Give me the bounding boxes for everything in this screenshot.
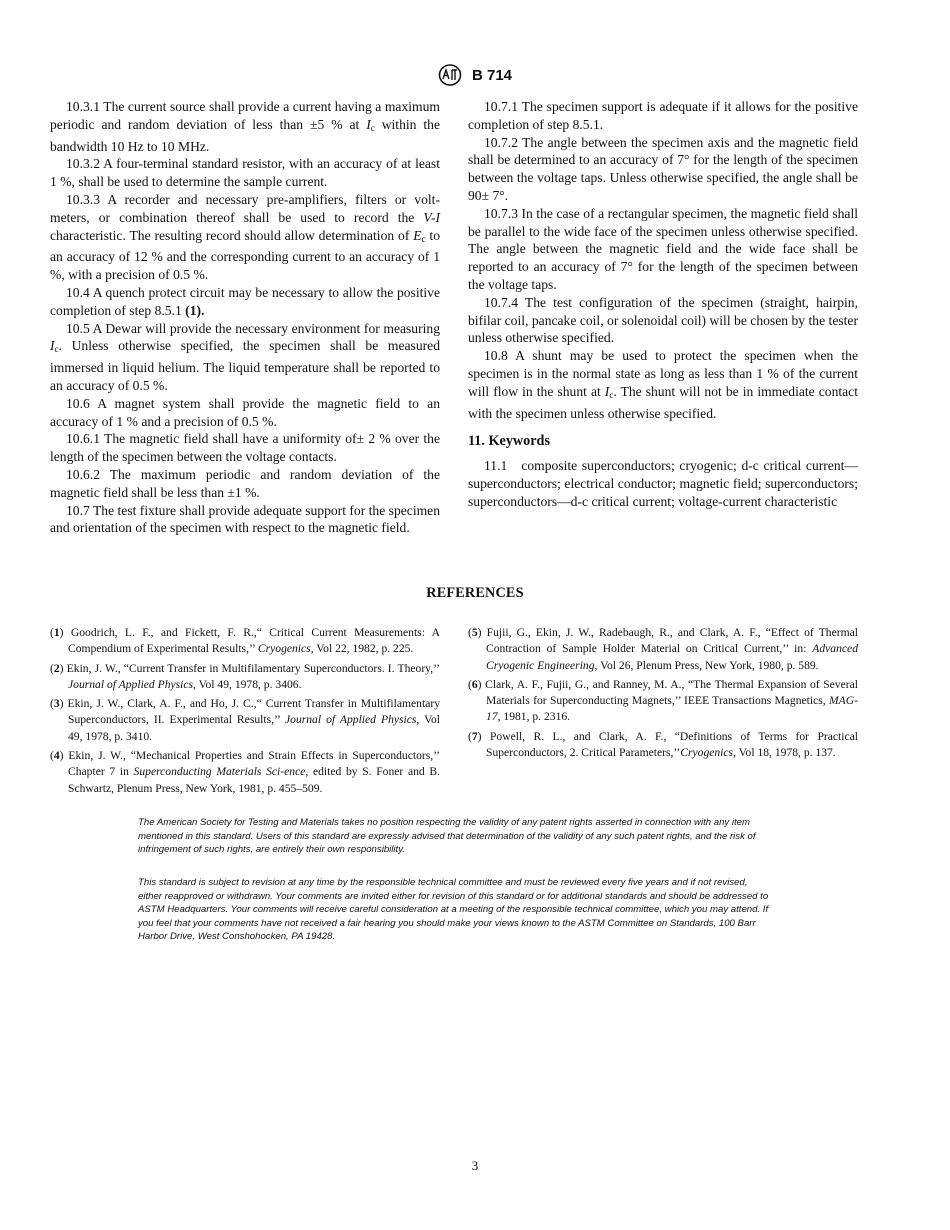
- astm-logo-icon: [438, 64, 462, 86]
- patent-notice: The American Society for Testing and Materials takes no position respecting the validity of any patent rights asserted in connection with any item mentioned in this standard. Users of this standard are expressly advised that determination of the validity of any such patent rights, and the risk of infringement of such rights, are entirely their own responsibility.: [138, 817, 756, 855]
- paragraph-10-6-2: 10.6.2 The maximum periodic and random deviation of the magnetic field shall be less than ±1 %.: [50, 466, 440, 500]
- paragraph-10-8: 10.8 A shunt may be used to protect the specimen when the specimen is in the normal state as long as less than 1 % of the current will flow in the shunt at $I_c$. The shunt will not be in immediate contact with the specimen unless otherwise specified.: [468, 348, 858, 421]
- reference-2: (2) Ekin, J. W., “Current Transfer in Multifilamentary Superconductors. I. Theory,’’ Journal of Applied Physics, Vol 49, 1978, p. 3406.: [50, 661, 440, 691]
- references-left: [50, 625, 440, 800]
- revision-notice: This standard is subject to revision at any time by the responsible technical committee and must be reviewed every five years and if not revised, either reapproved or withdrawn. Your comments are invited either for revision of this standard or for additional standards and should be addressed to ASTM Headquarters. Your comments will receive careful consideration at a meeting of the responsible technical committee, which you may attend. If you feel that your comments have not received a fair hearing you should make your views known to the ASTM Committee on Standards, 100 Barr Harbor Drive, West Conshohocken, PA 19428.: [138, 877, 769, 942]
- reference-7: (7) Powell, R. L., and Clark, A. F., “Definitions of Terms for Practical Superconductors, 2. Critical Parameters,’’Cryogenics, Vol 18, 1978, p. 137.: [468, 729, 859, 760]
- paragraph-10-7-4: 10.7.4 The test configuration of the specimen (straight, hairpin, bifilar coil, pancake coil, or solenoidal coil) will be chosen by the tester unless otherwise specified.: [468, 294, 859, 346]
- reference-1: (1) Goodrich, L. F., and Fickett, F. R.,“ Critical Current Measurements: A Compendium of Experimental Results,’’ Cryogenics, Vol 22, 1982, p. 225.: [50, 626, 440, 656]
- left-column: [50, 98, 440, 537]
- paragraph-10-3-1: 10.3.1 The current source shall provide a current having a maximum periodic and random deviation of less than ±5 % at $I_c$ within the bandwidth 10 Hz to 10 MHz.: [50, 99, 440, 154]
- page-header: [0, 64, 950, 86]
- reference-4: (4) Ekin, J. W., “Mechanical Properties and Strain Effects in Superconductors,’’ Chapter 7 in Superconducting Materials Sci-ence, edited by S. Foner and B. Schwartz, Plenum Press, New York, 1981, p. 455–509.: [50, 749, 440, 795]
- paragraph-10-7-1: 10.7.1 The specimen support is adequate if it allows for the positive completion of step 8.5.1.: [468, 99, 858, 132]
- paragraph-10-5: 10.5 A Dewar will provide the necessary environment for measuring $I_c$. Unless otherwise specified, the specimen shall be measured immersed in liquid helium. The liquid temperature shall be reported to an accuracy of 0.5 %.: [50, 320, 441, 393]
- paragraph-10-7: 10.7 The test fixture shall provide adequate support for the specimen and orientation of the specimen with respect to the magnetic field.: [50, 502, 441, 536]
- reference-6: (6) Clark, A. F., Fujii, G., and Ranney, M. A., “The Thermal Expansion of Several Materials for Superconducting Magnets,’’ IEEE Transactions Magnetics, MAG-17, 1981, p. 2316.: [468, 677, 858, 724]
- right-column: [468, 98, 858, 511]
- paragraph-10-7-2: 10.7.2 The angle between the specimen axis and the magnetic field shall be determined to an accuracy of 7° for the length of the specimen between the voltage taps. Unless otherwise specified, the angle shall be 90± 7°.: [468, 134, 858, 203]
- reference-5: (5) Fujii, G., Ekin, J. W., Radebaugh, R., and Clark, A. F., “Effect of Thermal Contraction of Sample Holder Material on Critical Current,’’ in: Advanced Cryogenic Engineering, Vol 26, Plenum Press, New York, 1980, p. 589.: [468, 626, 858, 672]
- standard-designation: B 714: [471, 66, 513, 84]
- paragraph-10-6: 10.6 A magnet system shall provide the magnetic field to an accuracy of 1 % and a precision of 0.5 %.: [50, 395, 440, 429]
- paragraph-10-3-2: 10.3.2 A four-terminal standard resistor, with an accuracy of at least 1 %, shall be used to determine the sample current.: [50, 156, 441, 190]
- page-number: 3: [471, 1158, 479, 1173]
- paragraph-10-4: 10.4 A quench protect circuit may be necessary to allow the positive completion of step 8.5.1 (1).: [50, 284, 440, 318]
- paragraph-10-6-1: 10.6.1 The magnetic field shall have a uniformity of± 2 % over the length of the specimen between the voltage contacts.: [50, 431, 440, 465]
- references-right: [468, 625, 858, 764]
- keywords-heading: 11. Keywords: [468, 433, 550, 450]
- reference-3: (3) Ekin, J. W., Clark, A. F., and Ho, J. C.,“ Current Transfer in Multifilamentary Superconductors, II. Experimental Results,’’ Journal of Applied Physics, Vol 49, 1978, p. 3410.: [50, 697, 441, 743]
- keywords-paragraph: 11.1 composite superconductors; cryogenic; d-c critical current—superconductors; electrical conductor; magnetic field; superconductors; superconductors—d-c critical current; voltage-current characteristic: [468, 458, 858, 509]
- references-heading: REFERENCES: [426, 585, 524, 601]
- paragraph-10-7-3: 10.7.3 In the case of a rectangular specimen, the magnetic field shall be parallel to the wide face of the specimen unless otherwise specified. The angle between the magnetic field and the wide face shall be reported to an accuracy of 7° for the length of the specimen between the voltage taps.: [468, 205, 858, 292]
- paragraph-10-3-3: 10.3.3 A recorder and necessary pre-amplifiers, filters or volt-meters, or combination thereof shall be used to record the V-I characteristic. The resulting record should allow determination of $E_c$ to an accuracy of 12 % and the corresponding current to an accuracy of 1 %, with a precision of 0.5 %.: [50, 191, 440, 283]
